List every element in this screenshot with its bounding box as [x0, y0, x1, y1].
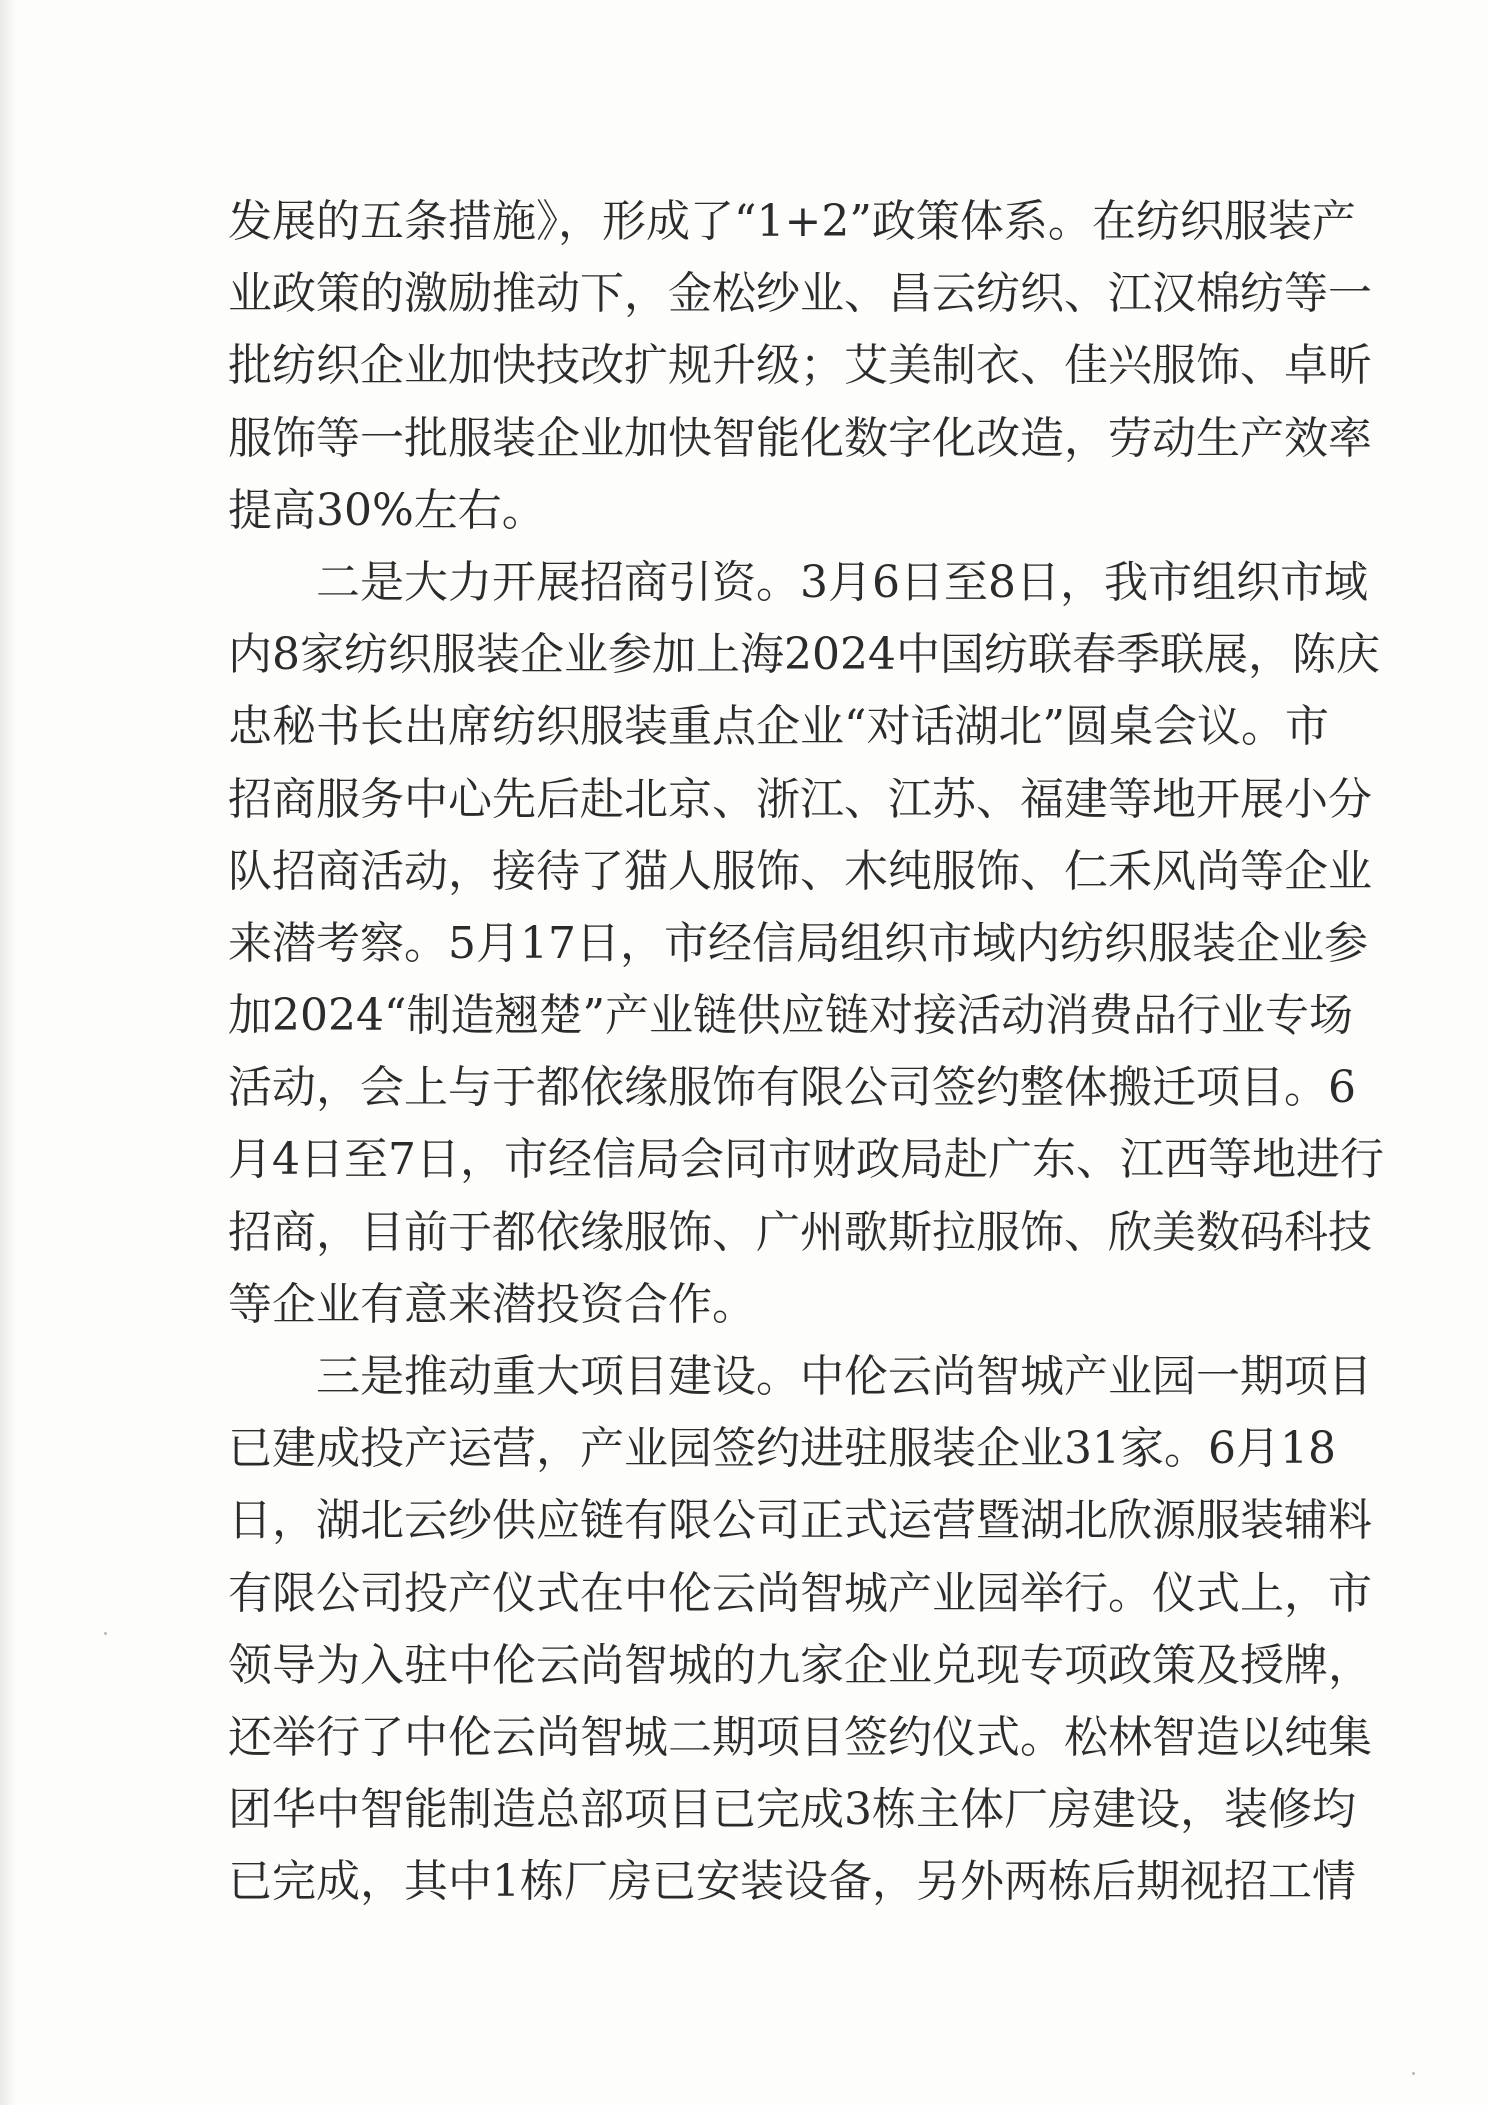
text-line: 批纺织企业加快技改扩规升级；艾美制衣、佳兴服饰、卓昕 [228, 340, 1372, 392]
text-line: 发展的五条措施》，形成了“1+2”政策体系。在纺织服装产 [228, 196, 1356, 247]
text-line: 招商服务中心先后赴北京、浙江、江苏、福建等地开展小分 [228, 773, 1372, 825]
text-line: 已建成投产运营，产业园签约进驻服装企业31家。6月18 [228, 1423, 1336, 1475]
text-line: 等企业有意来潜投资合作。 [228, 1278, 756, 1330]
text-line: 加2024“制造翘楚”产业链供应链对接活动消费品行业专场 [228, 990, 1353, 1042]
text-line: 内8家纺织服装企业参加上海2024中国纺联春季联展，陈庆 [228, 629, 1380, 681]
text-line: 来潜考察。5月17日，市经信局组织市域内纺织服装企业参 [228, 917, 1368, 969]
scan-speck [104, 1632, 107, 1635]
scan-edge-shadow [0, 0, 16, 2105]
text-line: 团华中智能制造总部项目已完成3栋主体厂房建设，装修均 [228, 1784, 1356, 1836]
text-line: 有限公司投产仪式在中伦云尚智城产业园举行。仪式上，市 [228, 1567, 1372, 1619]
document-body [228, 186, 1384, 1919]
text-line: 已完成，其中1栋厂房已安装设备，另外两栋后期视招工情 [228, 1856, 1356, 1908]
text-line: 招商，目前于都依缘服饰、广州歌斯拉服饰、欣美数码科技 [228, 1206, 1372, 1258]
text-line: 业政策的激励推动下，金松纱业、昌云纺织、江汉棉纺等一 [228, 268, 1372, 320]
text-line: 队招商活动，接待了猫人服饰、木纯服饰、仁禾风尚等企业 [228, 845, 1372, 897]
text-line: 月4日至7日，市经信局会同市财政局赴广东、江西等地进行 [228, 1134, 1384, 1186]
text-line: 忠秘书长出席纺织服装重点企业“对话湖北”圆桌会议。市 [228, 701, 1329, 753]
text-line: 领导为入驻中伦云尚智城的九家企业兑现专项政策及授牌， [228, 1639, 1372, 1691]
scan-speck [1412, 2072, 1415, 2075]
paragraph-start-line: 二是大力开展招商引资。3月6日至8日，我市组织市域 [316, 556, 1368, 608]
text-line: 还举行了中伦云尚智城二期项目签约仪式。松林智造以纯集 [228, 1711, 1372, 1763]
text-line: 提高30%左右。 [228, 484, 546, 536]
paragraph-start-line: 三是推动重大项目建设。中伦云尚智城产业园一期项目 [316, 1351, 1372, 1402]
text-line: 服饰等一批服装企业加快智能化数字化改造，劳动生产效率 [228, 412, 1372, 464]
text-line: 日，湖北云纱供应链有限公司正式运营暨湖北欣源服装辅料 [228, 1495, 1372, 1547]
text-line: 活动，会上与于都依缘服饰有限公司签约整体搬迁项目。6 [228, 1062, 1356, 1114]
